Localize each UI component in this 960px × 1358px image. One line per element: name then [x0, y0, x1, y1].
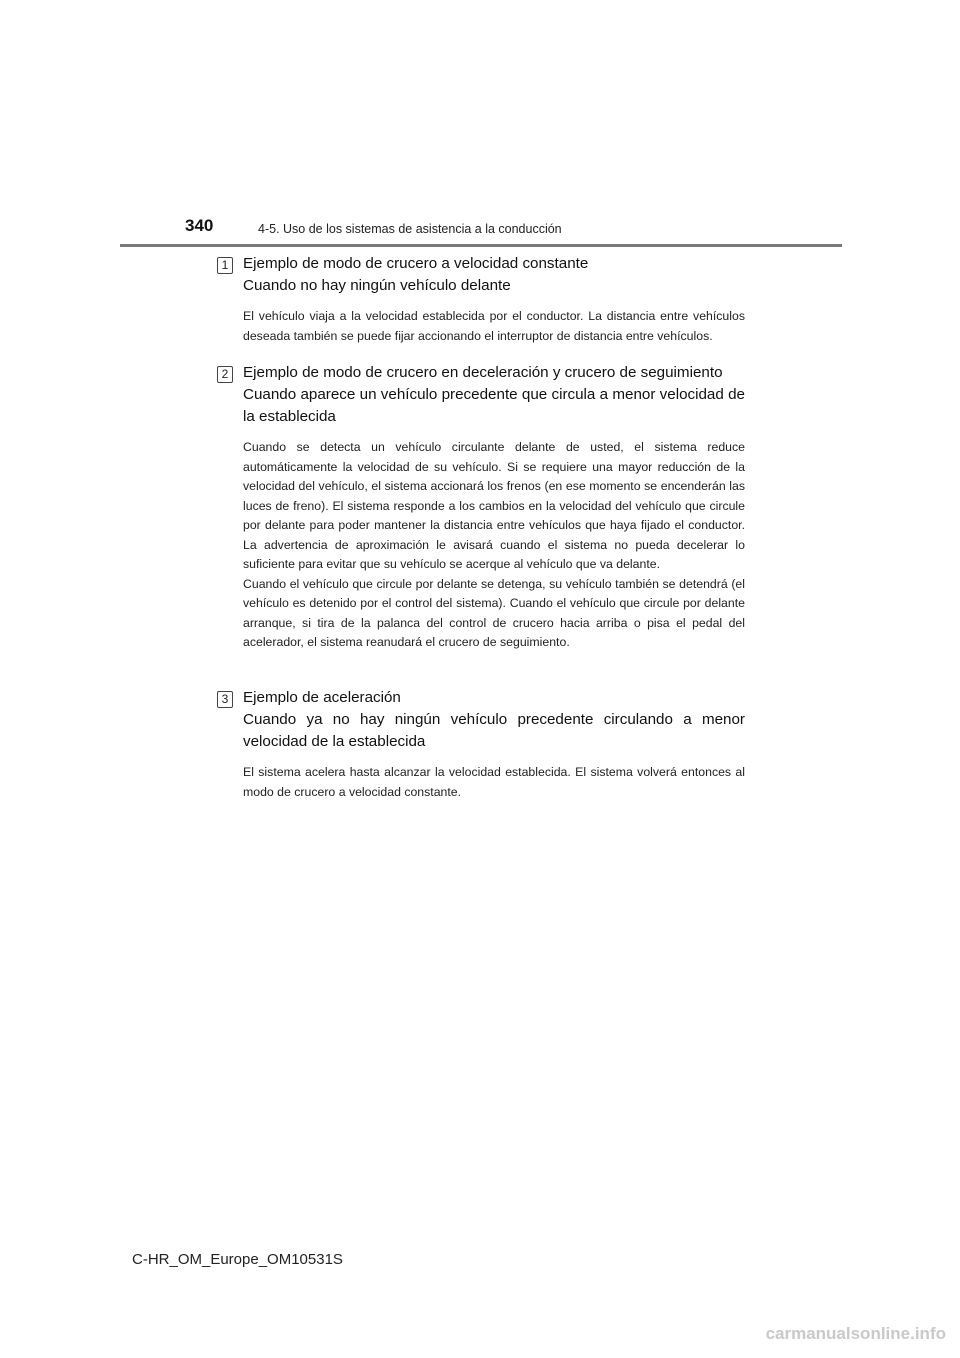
header-divider: [120, 244, 842, 247]
item-heading-line2: Cuando ya no hay ningún vehículo precedente circulando a menor velocidad de la establecida: [243, 711, 745, 750]
item-paragraph: El vehículo viaja a la velocidad establecida por el conductor. La distancia entre vehículos deseada también se puede fijar accionando el interruptor de distancia entre vehículos.: [243, 309, 745, 343]
item-deceleration-following: [221, 362, 745, 653]
item-heading-line2: Cuando no hay ningún vehículo delante: [243, 277, 511, 294]
item-body: [243, 763, 745, 802]
number-2-icon: 2: [217, 366, 233, 383]
item-heading-line1: Ejemplo de modo de crucero en deceleración y crucero de seguimiento: [243, 364, 723, 381]
item-acceleration: [221, 687, 745, 802]
item-body: [243, 438, 745, 653]
number-3-icon: 3: [217, 691, 233, 708]
item-heading-line1: Ejemplo de modo de crucero a velocidad constante: [243, 255, 589, 272]
item-paragraph: El sistema acelera hasta alcanzar la velocidad establecida. El sistema volverá entonces al modo de crucero a velocidad constante.: [243, 765, 745, 799]
item-constant-speed: [221, 253, 745, 346]
item-heading: [243, 253, 745, 297]
item-heading: [243, 362, 745, 428]
item-body: [243, 307, 745, 346]
item-paragraph: Cuando el vehículo que circule por delante se detenga, su vehículo también se detendrá (el vehículo es detenido por el control del sistema). Cuando el vehículo que circule por delante arranque, si tira de la palanca del control de crucero hacia arriba o pisa el pedal del acelerador, el sistema reanudará el crucero de seguimiento.: [243, 576, 745, 649]
item-paragraph: Cuando se detecta un vehículo circulante delante de usted, el sistema reduce automáticamente la velocidad de su vehículo. Si se requiere una mayor reducción de la velocidad del vehículo, el sistema accionará los frenos (en ese momento se encenderán las luces de freno). El sistema responde a los cambios en la velocidad del vehículo que circule por delante para poder mantener la distancia entre vehículos que haya fijado el conductor. La advertencia de aproximación le avisará cuando el sistema no pueda decelerar lo suficiente para evitar que su vehículo se acerque al vehículo que va delante.: [243, 440, 745, 571]
item-heading-line2: Cuando aparece un vehículo precedente que circula a menor velocidad de la establecida: [243, 386, 745, 425]
page-number: 340: [185, 216, 214, 235]
document-code: C-HR_OM_Europe_OM10531S: [132, 1251, 343, 1268]
watermark: carmanualsonline.info: [765, 1324, 946, 1343]
item-heading-line1: Ejemplo de aceleración: [243, 689, 401, 706]
number-1-icon: 1: [217, 257, 233, 274]
section-title: 4-5. Uso de los sistemas de asistencia a la conducción: [258, 222, 562, 236]
item-heading: [243, 687, 745, 753]
